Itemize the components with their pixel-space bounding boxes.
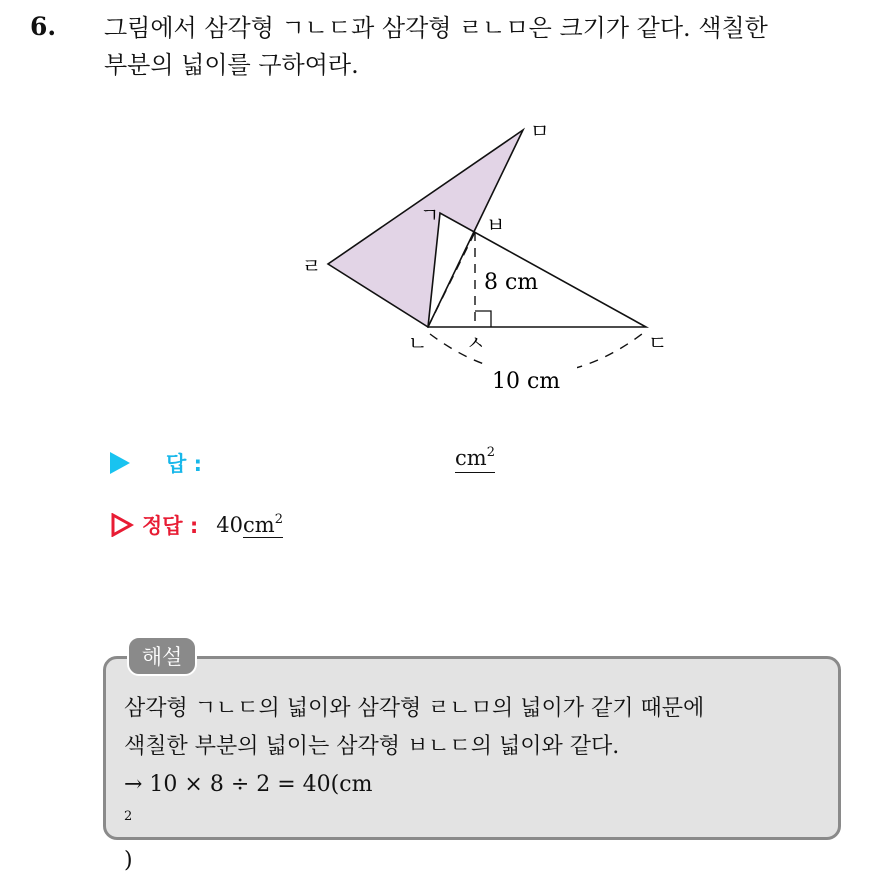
solution-formula-end: ): [124, 848, 133, 873]
solution-line: 삼각형 ㄱㄴㄷ의 넓이와 삼각형 ㄹㄴㅁ의 넓이가 같기 때문에: [124, 696, 705, 721]
question-line: 그림에서 삼각형 ㄱㄴㄷ과 삼각형 ㄹㄴㅁ은 크기가 같다. 색칠한: [104, 14, 768, 42]
correct-answer-row: [110, 508, 283, 542]
outline-play-icon: [110, 513, 134, 537]
correct-label: 정답 :: [142, 514, 199, 538]
answer-unit-exponent: 2: [486, 445, 495, 460]
vertex-label-f: ㅂ: [486, 213, 506, 237]
question-number: 6.: [30, 12, 57, 41]
solution-text: [124, 690, 704, 880]
question-text: [104, 10, 864, 84]
correct-value: [216, 513, 283, 537]
vertex-label-c: ㄷ: [648, 331, 668, 355]
solution-badge: 해설: [127, 636, 197, 676]
question-line: 부분의 넓이를 구하여라.: [104, 51, 359, 79]
solution-formula-exponent: 2: [124, 809, 133, 824]
vertex-label-d: ㄹ: [302, 254, 322, 278]
solution-formula: [124, 766, 704, 880]
solution-formula-text: → 10 × 8 ÷ 2 = 40(cm: [124, 772, 373, 797]
correct-number: 40: [216, 513, 244, 537]
vertex-label-b: ㄴ: [408, 331, 428, 355]
answer-label: 답 :: [166, 452, 202, 476]
correct-unit-exponent: 2: [274, 512, 283, 527]
answer-unit: cm: [455, 446, 487, 470]
solution-line: 색칠한 부분의 넓이는 삼각형 ㅂㄴㄷ의 넓이와 같다.: [124, 734, 620, 759]
play-icon: [110, 452, 130, 474]
right-angle-marker: [475, 311, 491, 327]
vertex-label-g: ㅅ: [466, 331, 486, 355]
height-label: 8 cm: [484, 270, 539, 295]
triangle-figure: [280, 110, 680, 410]
base-label: 10 cm: [492, 369, 561, 394]
vertex-label-a: ㄱ: [420, 203, 440, 227]
answer-input[interactable]: [455, 444, 495, 473]
answer-row: [110, 445, 495, 480]
correct-unit: [243, 513, 283, 538]
vertex-label-e: ㅁ: [530, 119, 550, 143]
correct-unit-text: cm: [243, 513, 275, 537]
